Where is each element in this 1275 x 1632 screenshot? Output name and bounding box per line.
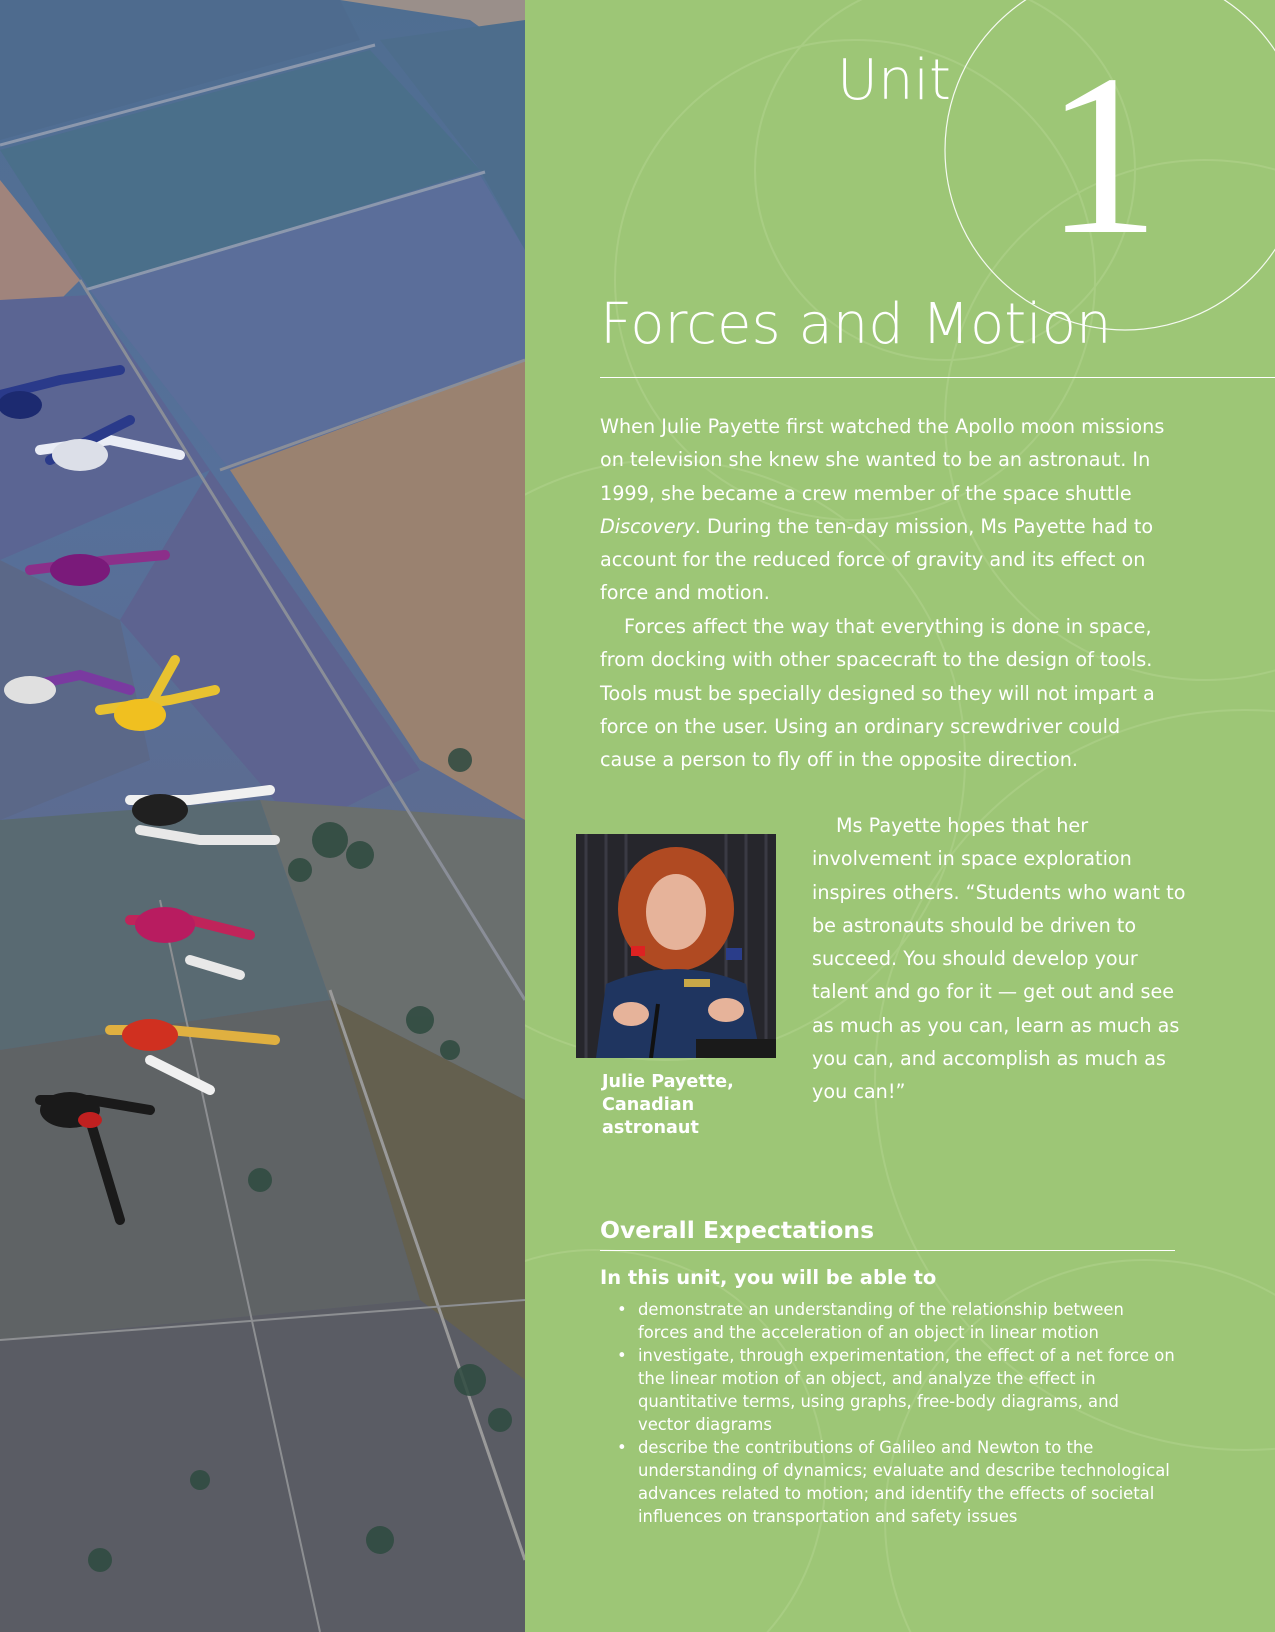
bullet-icon: • xyxy=(617,1346,627,1365)
expectation-item: • demonstrate an understanding of the relationship between forces and the acceleration of an object in linear motion xyxy=(617,1300,1124,1342)
unit-number: 1 xyxy=(1045,27,1160,282)
intro-paragraph-3: Ms Payette hopes that her involvement in space exploration inspires others. “Students who want to be astronauts should be driven to succeed. You should develop your talent and go for it — get out and see as much as you can, learn as much as you can, and accomplish as much as you can!” xyxy=(812,814,1186,1104)
portrait-caption: Julie Payette, Canadian astronaut xyxy=(602,1072,734,1138)
skydivers-aerial-photo xyxy=(0,0,525,1632)
overall-expectations-heading: Overall Expectations xyxy=(600,1216,875,1244)
bullet-icon: • xyxy=(617,1438,627,1457)
shuttle-name: Discovery xyxy=(600,514,695,538)
expectations-divider xyxy=(600,1250,1175,1251)
expectation-item: • investigate, through experimentation, the effect of a net force on the linear motion of an object, and analyze the effect in quantitative terms, using graphs, free-body diagrams, and vector diagrams xyxy=(617,1346,1175,1434)
unit-opener-panel xyxy=(525,0,1275,1632)
expectation-item: • describe the contributions of Galileo and Newton to the understanding of dynamics; evaluate and describe technological advances related to motion; and identify the effects of societal influences on transportation and safety issues xyxy=(617,1438,1170,1526)
unit-label: Unit xyxy=(837,48,951,113)
title-divider xyxy=(600,377,1275,378)
expectations-intro: In this unit, you will be able to xyxy=(600,1266,937,1289)
intro-paragraph-1: When Julie Payette first watched the Apollo moon missions on television she knew she wanted to be an astronaut. In 1999, she became a crew member of the space shuttle Discovery. During the ten-day mission, Ms Payette had to account for the reduced force of gravity and its effect on force and motion. xyxy=(600,415,1165,605)
bullet-icon: • xyxy=(617,1300,627,1319)
intro-paragraph-2: Forces affect the way that everything is done in space, from docking with other spacecraft to the design of tools. Tools must be specially designed so they will not impart a force on the user. Using an ordinary screwdriver could cause a person to fly off in the opposite direction. xyxy=(600,615,1155,772)
expectations-list xyxy=(600,1298,1175,1528)
unit-title: Forces and Motion xyxy=(600,292,1112,357)
julie-payette-portrait xyxy=(576,834,776,1058)
